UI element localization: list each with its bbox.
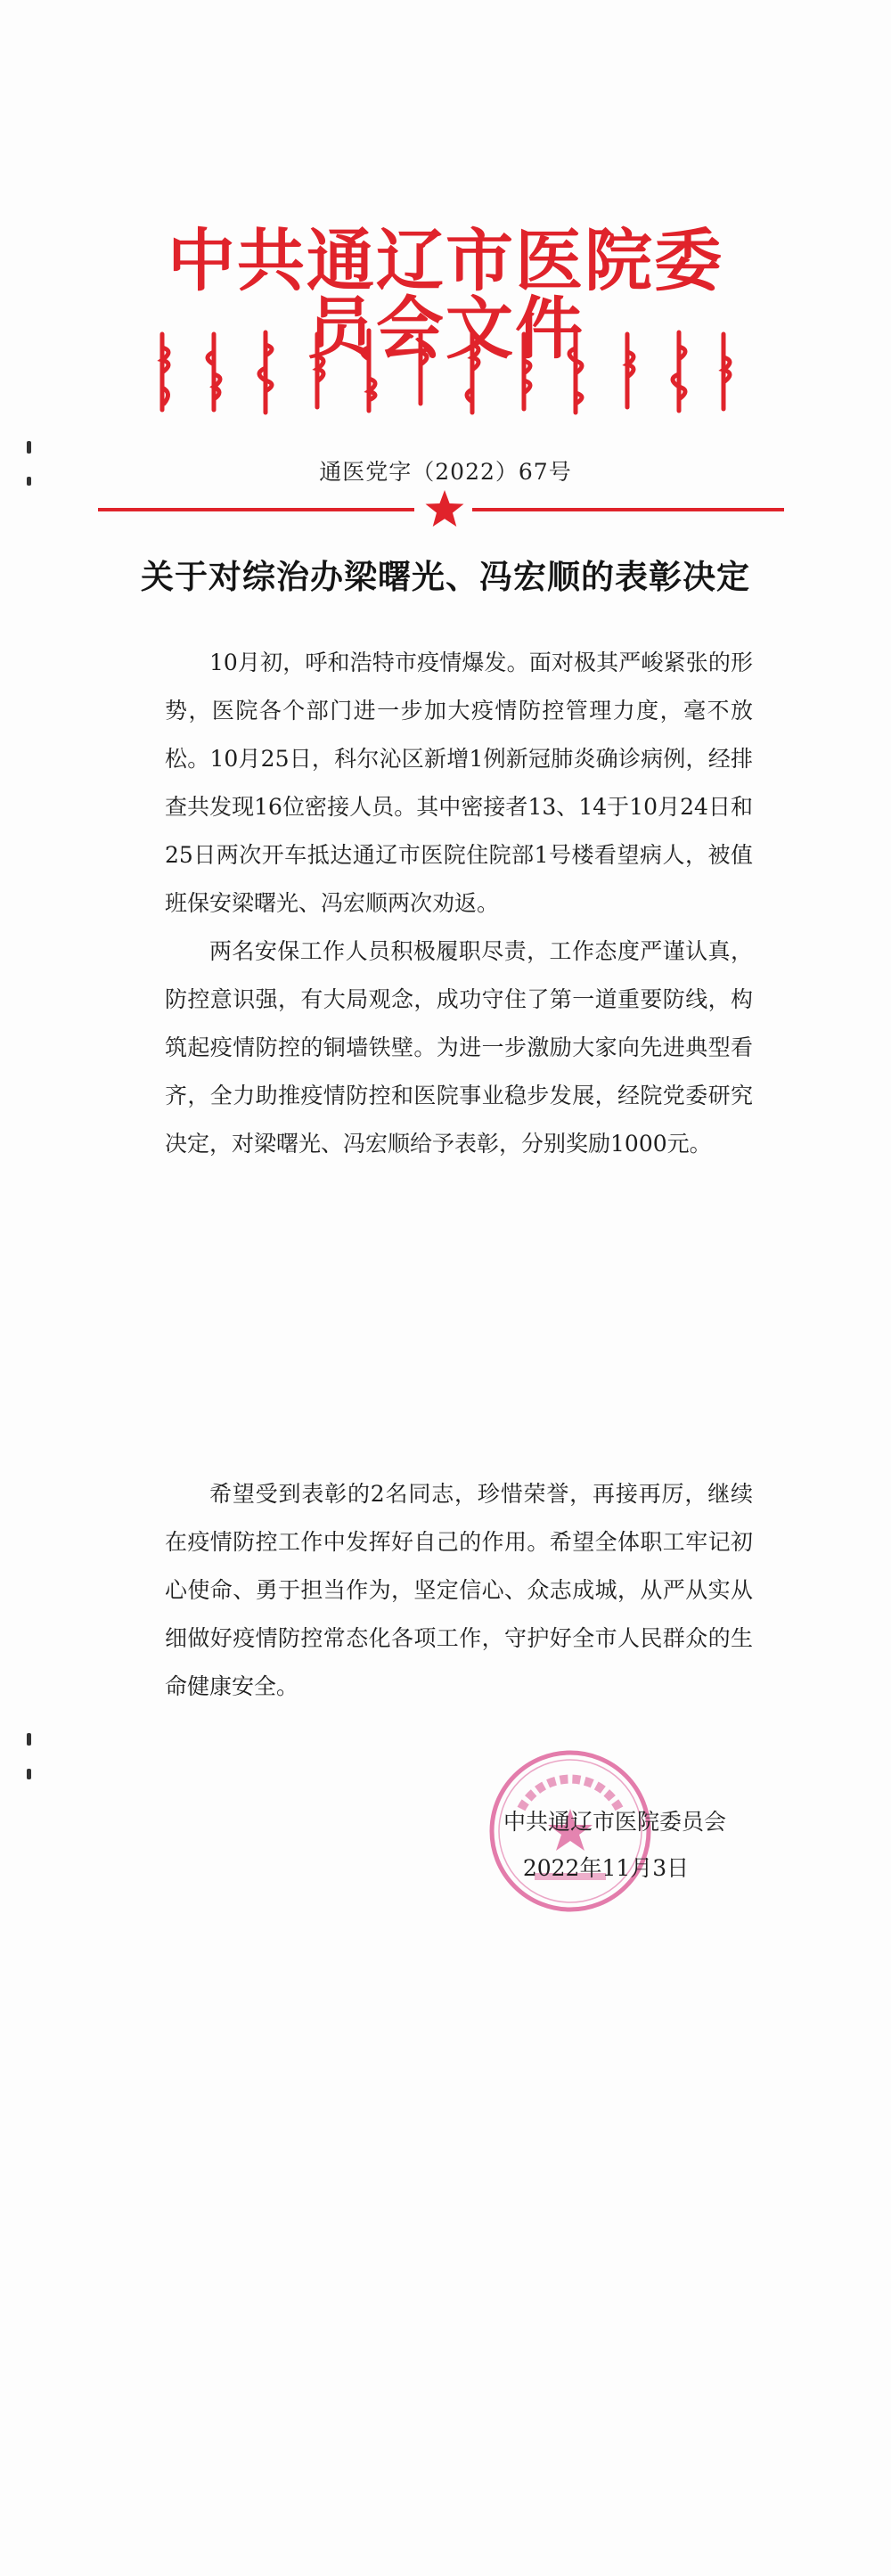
mongolian-word-glyph [162, 334, 168, 410]
star-icon [424, 488, 465, 529]
letterhead-title: 中共通辽市医院委员会文件 [168, 221, 723, 368]
signing-organization: 中共通辽市医院委员会 [503, 1809, 726, 1835]
scan-mark [27, 441, 31, 454]
mongolian-word-glyph [627, 334, 634, 407]
mongolian-word-glyph [363, 331, 375, 411]
mongolian-word-glyph [524, 334, 530, 409]
mongolian-word-glyph [467, 332, 478, 413]
red-divider-left [98, 508, 414, 511]
red-divider-right [472, 508, 784, 511]
body-paragraph: 两名安保工作人员积极履职尽责，工作态度严谨认真，防控意识强，有大局观念，成功守住了第一道重要防线，构筑起疫情防控的铜墙铁壁。为进一步激励大家向先进典型看齐，全力助推疫情防控和医院事业稳步发展，经院党委研究决定，对梁曙光、冯宏顺给予表彰，分别奖励1000元。 [165, 938, 753, 1157]
mongolian-word-glyph [259, 332, 272, 413]
mongolian-word-glyph [317, 334, 323, 407]
closing-paragraph: 希望受到表彰的2名同志，珍惜荣誉，再接再厉，继续在疫情防控工作中发挥好自己的作用。希望全体职工牢记初心使命、勇于担当作为，坚定信心、众志成城，从严从实从细做好疫情防控常态化各项工作，守护好全市人民群众的生命健康安全。 [165, 1481, 753, 1699]
body-paragraph: 10月初，呼和浩特市疫情爆发。面对极其严峻紧张的形势，医院各个部门进一步加大疫情防控管理力度，毫不放松。10月25日，科尔沁区新增1例新冠肺炎确诊病例，经排查共发现16位密接人员。其中密接者13、14于10月24日和25日两次开车抵达通辽市医院住院部1号楼看望病人，被值班保安梁曙光、冯宏顺两次劝返。 [165, 650, 753, 916]
decision-body [165, 639, 753, 1168]
mongolian-word-glyph [208, 334, 220, 410]
signing-date: 2022年11月3日 [522, 1855, 690, 1881]
document-number: 通医党字（2022）67号 [319, 459, 572, 485]
scan-mark [27, 1733, 31, 1746]
mongolian-word-glyph [569, 331, 582, 413]
mongolian-script-line [144, 325, 750, 423]
closing-body [165, 1470, 753, 1711]
mongolian-word-glyph [723, 334, 730, 409]
scan-mark [27, 1769, 31, 1779]
mongolian-word-glyph [421, 334, 427, 404]
mongolian-word-glyph [673, 332, 685, 411]
decision-title: 关于对综治办梁曙光、冯宏顺的表彰决定 [141, 557, 750, 596]
